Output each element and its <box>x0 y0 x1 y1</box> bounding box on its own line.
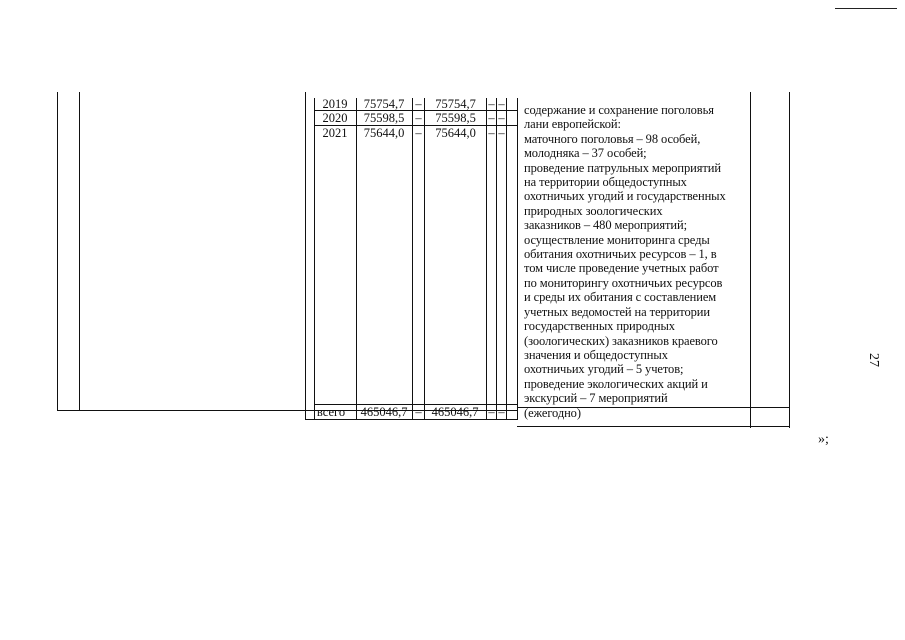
dash-cell: – <box>488 126 495 140</box>
table-line <box>412 98 413 420</box>
dash-cell: – <box>498 97 505 111</box>
description-line: проведение патрульных мероприятий <box>524 160 721 175</box>
description-line: маточного поголовья – 98 особей, <box>524 131 701 146</box>
dash-cell: – <box>498 126 505 140</box>
description-line: том числе проведение учетных работ <box>524 261 719 276</box>
year-cell: 2019 <box>322 97 348 111</box>
dash-cell: – <box>415 97 422 111</box>
table-line <box>305 419 517 420</box>
dash-cell: – <box>415 126 422 140</box>
summary-amount: 465046,7 <box>431 405 479 419</box>
description-line: государственных природных <box>524 319 675 334</box>
table-border-right <box>789 92 790 428</box>
table-line <box>486 98 487 420</box>
table-line <box>517 426 789 427</box>
description-line: содержание и сохранение поголовья <box>524 103 714 117</box>
description-line: значения и общедоступных <box>524 347 668 362</box>
year-cell: 2021 <box>322 126 348 140</box>
description-line: экскурсий – 7 мероприятий <box>524 391 668 406</box>
table-line <box>496 98 497 420</box>
description-line: обитания охотничьих ресурсов – 1, в <box>524 247 717 262</box>
table-line <box>506 98 507 420</box>
description-line: (ежегодно) <box>524 405 581 420</box>
description-line: молодняка – 37 особей; <box>524 146 647 161</box>
summary-amount: 465046,7 <box>360 405 408 419</box>
table-line <box>517 98 518 420</box>
dash-cell: – <box>498 405 505 419</box>
description-line: заказников – 480 мероприятий; <box>524 218 687 233</box>
description-line: осуществление мониторинга среды <box>524 232 710 247</box>
page-number: 27 <box>866 353 881 367</box>
description-line: охотничьих угодий и государственных <box>524 189 726 204</box>
description-line: охотничьих угодий – 5 учетов; <box>524 362 684 377</box>
dash-cell: – <box>415 405 422 419</box>
description-line: (зоологических) заказников краевого <box>524 333 718 348</box>
closing-quote-mark: »; <box>818 432 829 447</box>
amount-cell: 75754,7 <box>435 97 476 111</box>
amount-cell: 75598,5 <box>435 111 476 125</box>
description-line: лани европейской: <box>524 117 621 132</box>
table-line <box>314 98 315 420</box>
table-line <box>79 92 80 410</box>
amount-cell: 75754,7 <box>363 97 405 111</box>
dash-cell: – <box>415 111 422 125</box>
description-line: природных зоологических <box>524 203 663 218</box>
description-line: и среды их обитания с составлением <box>524 290 717 305</box>
description-line: проведение экологических акций и <box>524 376 708 391</box>
description-line: по мониторингу охотничьих ресурсов <box>524 275 723 290</box>
amount-cell: 75644,0 <box>363 126 405 140</box>
amount-cell: 75644,0 <box>435 126 476 140</box>
table-border-left <box>57 92 58 410</box>
table-line <box>305 92 306 420</box>
top-rule <box>835 8 897 9</box>
measure-description <box>524 103 754 420</box>
dash-cell: – <box>488 97 495 111</box>
description-line: учетных ведомостей на территории <box>524 304 710 319</box>
dash-cell: – <box>488 405 495 419</box>
dash-cell: – <box>498 111 505 125</box>
year-cell: 2020 <box>322 111 348 125</box>
table-line <box>356 98 357 420</box>
dash-cell: – <box>488 111 495 125</box>
table-line <box>424 98 425 420</box>
description-line: на территории общедоступных <box>524 175 687 190</box>
summary-label: всего <box>316 405 346 419</box>
amount-cell: 75598,5 <box>363 111 405 125</box>
